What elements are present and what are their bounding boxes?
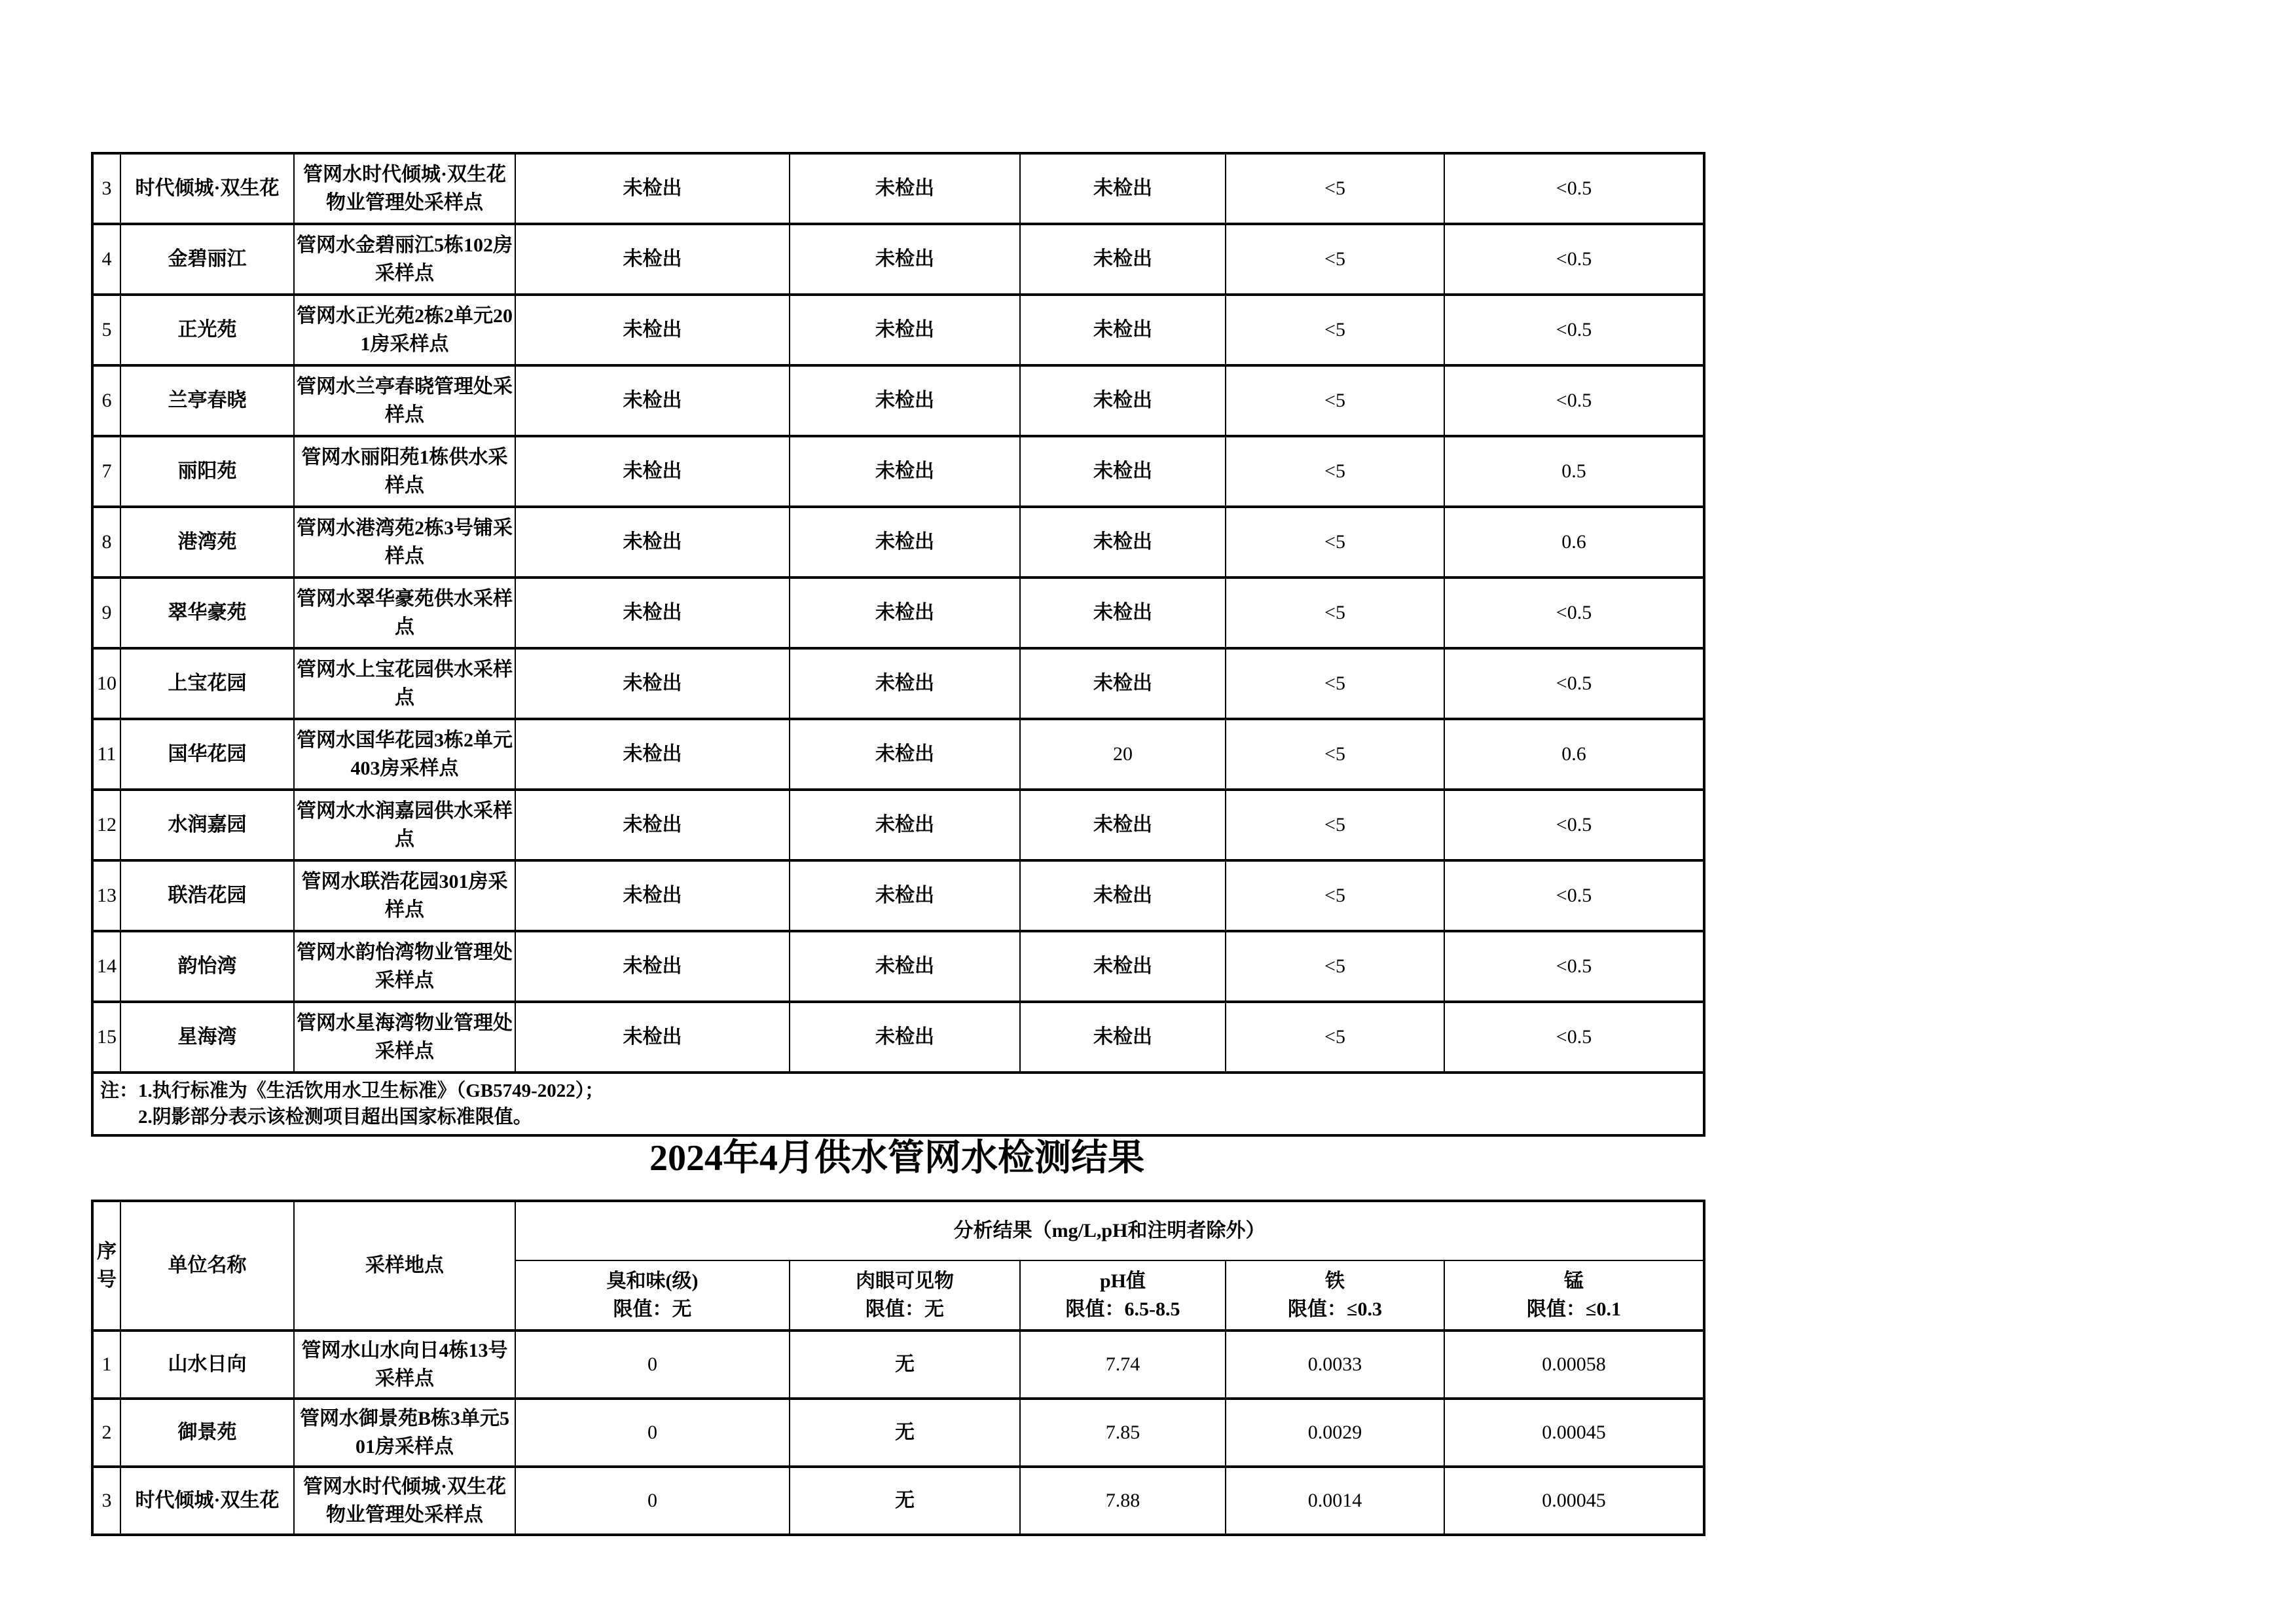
sampling-location-cell: 管网水时代倾城·双生花物业管理处采样点	[294, 153, 515, 224]
result-cell: 7.74	[1020, 1331, 1226, 1399]
result-cell: 未检出	[515, 931, 790, 1002]
result-cell: 无	[790, 1399, 1020, 1467]
manganese-header	[1444, 1260, 1704, 1331]
result-cell: 0	[515, 1331, 790, 1399]
result-cell: <5	[1226, 1002, 1444, 1073]
iron-header-name: 铁	[1325, 1270, 1345, 1292]
result-cell: 0.0033	[1226, 1331, 1444, 1399]
result-cell: <5	[1226, 648, 1444, 719]
unit-name-cell: 时代倾城·双生花	[120, 153, 294, 224]
sampling-location-cell: 管网水金碧丽江5栋102房采样点	[294, 224, 515, 295]
seq-cell: 12	[92, 790, 120, 860]
unit-name-cell: 时代倾城·双生花	[120, 1467, 294, 1535]
result-cell: 未检出	[790, 790, 1020, 860]
ph-header-limit: 限值：6.5-8.5	[1065, 1298, 1180, 1320]
table-row	[92, 790, 1704, 860]
result-cell: 未检出	[515, 507, 790, 578]
unit-name-cell: 水润嘉园	[120, 790, 294, 860]
result-cell: 未检出	[1020, 790, 1226, 860]
result-cell: <0.5	[1444, 1002, 1704, 1073]
result-cell: <5	[1226, 295, 1444, 365]
result-cell: <5	[1226, 860, 1444, 931]
result-cell: 未检出	[515, 224, 790, 295]
seq-cell: 1	[92, 1331, 120, 1399]
result-cell: 未检出	[790, 224, 1020, 295]
result-cell: 未检出	[1020, 860, 1226, 931]
result-cell: <5	[1226, 578, 1444, 648]
result-cell: 未检出	[515, 648, 790, 719]
note-line-1: 注：1.执行标准为《生活饮用水卫生标准》（GB5749-2022）；	[100, 1080, 604, 1101]
table-row	[92, 1331, 1704, 1399]
result-cell: 未检出	[790, 1002, 1020, 1073]
sampling-location-cell: 管网水港湾苑2栋3号铺采样点	[294, 507, 515, 578]
result-cell: <5	[1226, 790, 1444, 860]
result-cell: <0.5	[1444, 224, 1704, 295]
result-cell: 0.0029	[1226, 1399, 1444, 1467]
seq-cell: 10	[92, 648, 120, 719]
seq-cell: 15	[92, 1002, 120, 1073]
unit-name-cell: 翠华豪苑	[120, 578, 294, 648]
result-cell: 无	[790, 1467, 1020, 1535]
result-cell: 0	[515, 1399, 790, 1467]
result-cell: 0.0014	[1226, 1467, 1444, 1535]
result-cell: 未检出	[790, 507, 1020, 578]
result-cell: 未检出	[1020, 507, 1226, 578]
result-cell: 未检出	[515, 436, 790, 507]
seq-cell: 9	[92, 578, 120, 648]
sampling-location-cell: 管网水御景苑B栋3单元501房采样点	[294, 1399, 515, 1467]
visible-matter-header	[790, 1260, 1020, 1331]
result-cell: 未检出	[790, 931, 1020, 1002]
seq-cell: 4	[92, 224, 120, 295]
table-row	[92, 648, 1704, 719]
sampling-location-cell: 管网水国华花园3栋2单元403房采样点	[294, 719, 515, 790]
result-cell: 20	[1020, 719, 1226, 790]
sampling-location-cell: 管网水翠华豪苑供水采样点	[294, 578, 515, 648]
sampling-location-cell: 管网水韵怡湾物业管理处采样点	[294, 931, 515, 1002]
odor-header-name: 臭和味(级)	[606, 1270, 699, 1292]
result-cell: 未检出	[790, 648, 1020, 719]
table-row	[92, 507, 1704, 578]
result-cell: 未检出	[1020, 224, 1226, 295]
seq-cell: 7	[92, 436, 120, 507]
unit-name-header: 单位名称	[120, 1201, 294, 1331]
table-row	[92, 719, 1704, 790]
visible-matter-header-limit: 限值：无	[866, 1298, 944, 1320]
table-row	[92, 931, 1704, 1002]
unit-name-cell: 兰亭春晓	[120, 365, 294, 436]
visible-matter-header-name: 肉眼可见物	[856, 1270, 954, 1292]
table-row	[92, 578, 1704, 648]
seq-cell: 5	[92, 295, 120, 365]
result-cell: 未检出	[515, 1002, 790, 1073]
result-cell: 未检出	[1020, 365, 1226, 436]
result-cell: <5	[1226, 507, 1444, 578]
result-cell: 未检出	[790, 578, 1020, 648]
ph-header-name: pH值	[1099, 1270, 1146, 1292]
table-row	[92, 295, 1704, 365]
result-cell: 0.00045	[1444, 1399, 1704, 1467]
page-title: 2024年4月供水管网水检测结果	[649, 1138, 1144, 1179]
unit-name-cell: 上宝花园	[120, 648, 294, 719]
ph-header	[1020, 1260, 1226, 1331]
sampling-location-cell: 管网水兰亭春晓管理处采样点	[294, 365, 515, 436]
sampling-location-cell: 管网水水润嘉园供水采样点	[294, 790, 515, 860]
result-cell: 未检出	[515, 365, 790, 436]
seq-cell: 8	[92, 507, 120, 578]
unit-name-cell: 金碧丽江	[120, 224, 294, 295]
sampling-location-cell: 管网水山水向日4栋13号采样点	[294, 1331, 515, 1399]
table-row	[92, 1399, 1704, 1467]
result-cell: 未检出	[515, 295, 790, 365]
result-cell: 未检出	[790, 153, 1020, 224]
result-cell: 未检出	[1020, 153, 1226, 224]
note-line-2: 2.阴影部分表示该检测项目超出国家标准限值。	[138, 1107, 532, 1128]
result-cell: 未检出	[515, 860, 790, 931]
result-cell: <0.5	[1444, 578, 1704, 648]
seq-cell: 2	[92, 1399, 120, 1467]
result-cell: 未检出	[790, 365, 1020, 436]
result-cell: 未检出	[515, 153, 790, 224]
seq-cell: 11	[92, 719, 120, 790]
april-water-test-results-table	[91, 1200, 1705, 1536]
manganese-header-name: 锰	[1564, 1270, 1584, 1292]
result-cell: <0.5	[1444, 931, 1704, 1002]
result-cell: 未检出	[515, 719, 790, 790]
sampling-location-cell: 管网水丽阳苑1栋供水采样点	[294, 436, 515, 507]
result-cell: <0.5	[1444, 295, 1704, 365]
seq-cell: 14	[92, 931, 120, 1002]
table-row	[92, 153, 1704, 224]
table-row	[92, 860, 1704, 931]
result-cell: 未检出	[515, 578, 790, 648]
seq-header: 序号	[92, 1201, 120, 1331]
result-cell: 0.00045	[1444, 1467, 1704, 1535]
result-cell: 未检出	[1020, 295, 1226, 365]
result-cell: 未检出	[790, 295, 1020, 365]
result-cell: <5	[1226, 931, 1444, 1002]
unit-name-cell: 国华花园	[120, 719, 294, 790]
iron-header-limit: 限值：≤0.3	[1288, 1298, 1382, 1320]
result-cell: 未检出	[790, 719, 1020, 790]
table-row	[92, 1467, 1704, 1535]
unit-name-cell: 联浩花园	[120, 860, 294, 931]
result-cell: 未检出	[1020, 436, 1226, 507]
notes-cell	[92, 1073, 1704, 1135]
result-cell: 无	[790, 1331, 1020, 1399]
result-cell: 0	[515, 1467, 790, 1535]
manganese-header-limit: 限值：≤0.1	[1527, 1298, 1621, 1320]
result-cell: 未检出	[790, 860, 1020, 931]
result-cell: 未检出	[1020, 648, 1226, 719]
result-cell: <5	[1226, 365, 1444, 436]
water-test-results-table-continued	[91, 152, 1705, 1137]
result-cell: <5	[1226, 436, 1444, 507]
result-cell: 未检出	[1020, 578, 1226, 648]
result-cell: 0.6	[1444, 507, 1704, 578]
unit-name-cell: 御景苑	[120, 1399, 294, 1467]
seq-cell: 13	[92, 860, 120, 931]
result-cell: 7.88	[1020, 1467, 1226, 1535]
iron-header	[1226, 1260, 1444, 1331]
sampling-location-header: 采样地点	[294, 1201, 515, 1331]
result-cell: 0.6	[1444, 719, 1704, 790]
result-cell: 0.5	[1444, 436, 1704, 507]
result-cell: 7.85	[1020, 1399, 1226, 1467]
table-row	[92, 224, 1704, 295]
sampling-location-cell: 管网水时代倾城·双生花物业管理处采样点	[294, 1467, 515, 1535]
unit-name-cell: 港湾苑	[120, 507, 294, 578]
result-cell: <5	[1226, 224, 1444, 295]
sampling-location-cell: 管网水联浩花园301房采样点	[294, 860, 515, 931]
result-cell: <0.5	[1444, 860, 1704, 931]
result-cell: <5	[1226, 153, 1444, 224]
result-cell: 未检出	[790, 436, 1020, 507]
odor-header	[515, 1260, 790, 1331]
sampling-location-cell: 管网水上宝花园供水采样点	[294, 648, 515, 719]
result-cell: <0.5	[1444, 153, 1704, 224]
sampling-location-cell: 管网水正光苑2栋2单元201房采样点	[294, 295, 515, 365]
table-row	[92, 365, 1704, 436]
unit-name-cell: 正光苑	[120, 295, 294, 365]
result-cell: <5	[1226, 719, 1444, 790]
seq-cell: 6	[92, 365, 120, 436]
analysis-results-header: 分析结果（mg/L,pH和注明者除外）	[515, 1201, 1704, 1260]
result-cell: 未检出	[1020, 931, 1226, 1002]
unit-name-cell: 丽阳苑	[120, 436, 294, 507]
unit-name-cell: 韵怡湾	[120, 931, 294, 1002]
result-cell: <0.5	[1444, 365, 1704, 436]
notes-row	[92, 1073, 1704, 1135]
table-row	[92, 436, 1704, 507]
result-cell: 未检出	[1020, 1002, 1226, 1073]
header-row-group	[92, 1201, 1704, 1260]
sampling-location-cell: 管网水星海湾物业管理处采样点	[294, 1002, 515, 1073]
result-cell: 0.00058	[1444, 1331, 1704, 1399]
result-cell: <0.5	[1444, 648, 1704, 719]
result-cell: 未检出	[515, 790, 790, 860]
seq-cell: 3	[92, 153, 120, 224]
unit-name-cell: 山水日向	[120, 1331, 294, 1399]
unit-name-cell: 星海湾	[120, 1002, 294, 1073]
odor-header-limit: 限值：无	[613, 1298, 692, 1320]
table-row	[92, 1002, 1704, 1073]
seq-cell: 3	[92, 1467, 120, 1535]
result-cell: <0.5	[1444, 790, 1704, 860]
